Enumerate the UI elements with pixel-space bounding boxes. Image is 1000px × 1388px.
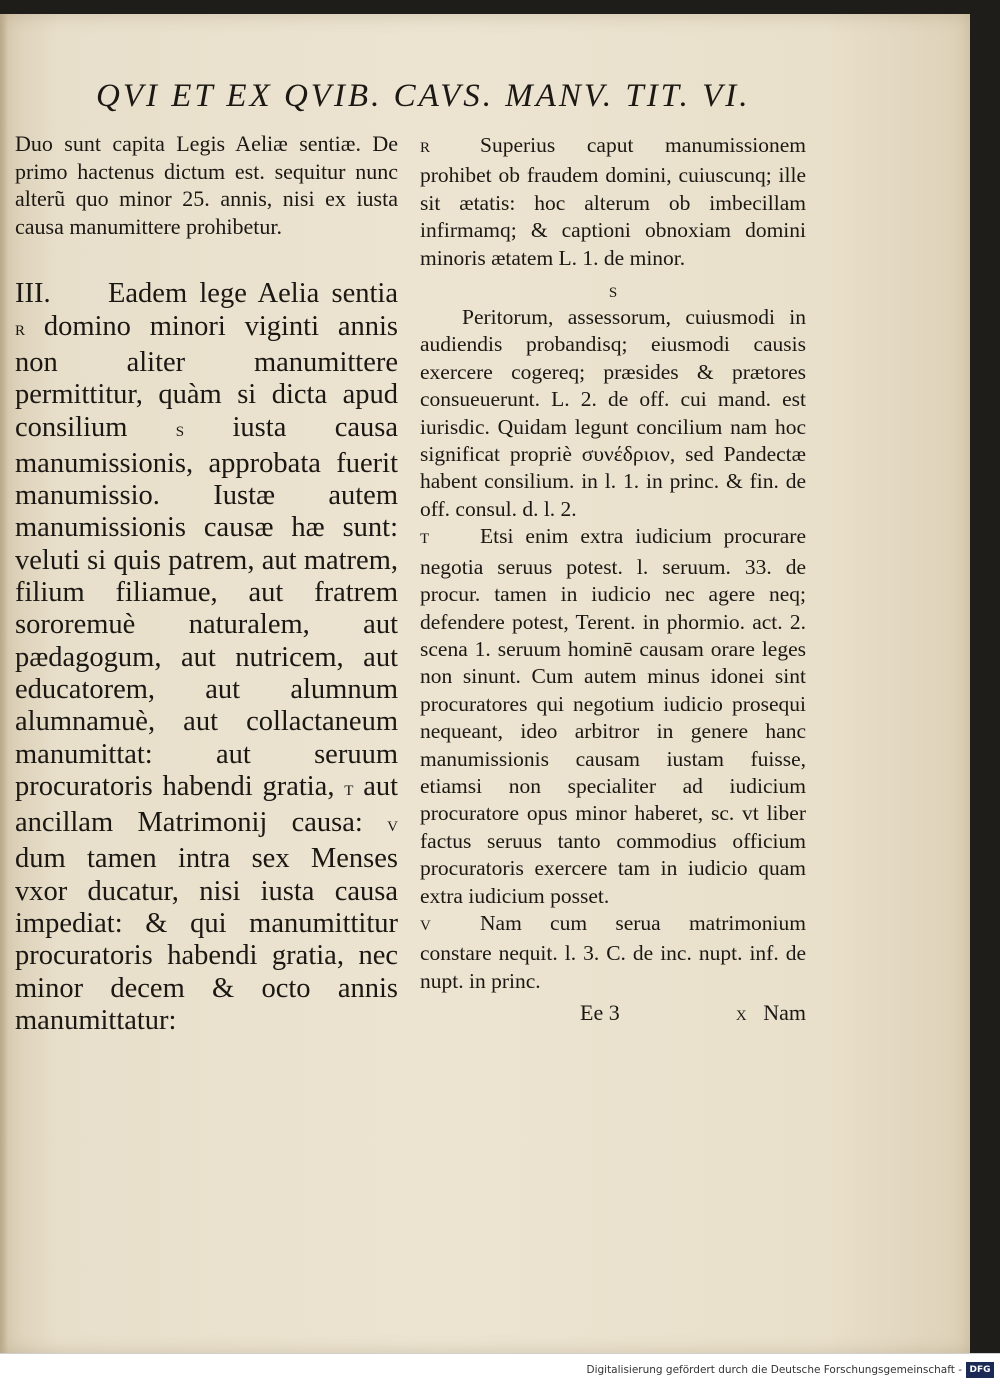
note-t-marker: T (420, 531, 430, 548)
book-page (0, 14, 970, 1354)
catchword: Nam (763, 1000, 806, 1026)
note-mark-v: V (387, 819, 399, 836)
note-mark-s: S (175, 423, 185, 440)
section-iii-paragraph (15, 278, 398, 1037)
note-r-text: Superius caput manumissionem prohibet ob fraudem domini, cuiuscunq; ille sit ætatis: hoc alterum ob imbecillam infirmamq; & captioni obnoxiam domini minoris ætatem L. 1. de minor. (420, 133, 806, 270)
note-s-text: Peritorum, assessorum, cuiusmodi in audiendis probandisq; eiusmodi causis exercere cogereq; præsides & prætores consueuerunt. L. 2. de off. cui mand. est iurisdic. Quidam legunt concilium nam hoc significat propriè συνέδριον, sed Pandectæ habent consilium. in l. 1. in princ. & fin. de off. consul. d. l. 2. (420, 305, 806, 521)
dfg-logo: DFG (966, 1362, 994, 1378)
note-x-marker: X (735, 1008, 747, 1025)
note-v-marker: V (420, 917, 431, 934)
section-text-part-3: iusta causa manumissionis, approbata fuerit manumissio. Iustæ autem manumissionis causæ hæ sunt: veluti si quis patrem, aut matrem, filium filiamue, aut fratrem sororemuè naturalem, aut pædagogum, aut nutricem, aut educatorem, aut alumnum alumnamuè, aut collactaneum manumittat: aut seruum procuratoris habendi gratia, (15, 411, 399, 802)
note-s (420, 304, 806, 523)
note-r-marker: R (420, 140, 431, 156)
note-v (420, 910, 806, 995)
note-t-text: Etsi enim extra iudicium procurare negotia seruus potest. l. seruum. 33. de procur. tamen in iudicio nec agere neq; defendere potest, Terent. in phormio. act. 2. scena 1. seruum hominē causam orare leges non sinunt. Cum autem minus idonei sint procuratores qui negotium iudicio prosequi nequeant, ideo arbitror in genere hanc manumissionis causam iustam fuisse, etiamsi non specialiter ad iudicium procuratore opus minor haberet, sc. vt liber factus seruus tanto commodius officium procuratoris exercere tam in iudicio quam extra iudicium posset. (420, 524, 806, 908)
note-v-text: Nam cum serua matrimonium constare nequit. l. 3. C. de inc. nupt. inf. de nupt. in princ. (420, 910, 806, 993)
note-mark-t: T (344, 782, 354, 799)
note-r (420, 132, 806, 272)
right-column-notes (420, 132, 806, 1030)
note-s-marker: S (608, 285, 618, 302)
section-text-part-5: dum tamen intra sex Menses vxor ducatur, nisi iusta causa impediat: & qui manumittitur procuratoris habendi gratia, nec minor decem & octo annis manumittatur: (15, 843, 398, 1036)
signature-mark: Ee 3 (580, 1000, 620, 1026)
left-column (15, 130, 398, 1037)
section-text-part-2: domino minori viginti annis non aliter manumittere permittitur, quàm si dicta apud consilium (15, 310, 398, 443)
section-number: III. (15, 278, 51, 310)
funding-credit: Digitalisierung gefördert durch die Deutsche Forschungsgemeinschaft - (586, 1364, 962, 1376)
digitization-footer (0, 1353, 1000, 1388)
note-mark-r: R (15, 322, 26, 339)
page-signature-line (420, 999, 806, 1030)
intro-paragraph: Duo sunt capita Legis Aeliæ sentiæ. De primo hactenus dictum est. sequitur nunc alterũ quo minor 25. annis, nisi ex iusta causa manumittere prohibetur. (15, 131, 398, 239)
section-text-part-1: Eadem lege Aelia sentia (108, 278, 398, 310)
running-header: QVI ET EX QVIB. CAVS. MANV. TIT. VI. (96, 78, 751, 114)
catchword-group (736, 999, 806, 1030)
note-t (420, 523, 806, 910)
section-text-part-4: aut ancillam Matrimonij causa: (15, 770, 399, 839)
